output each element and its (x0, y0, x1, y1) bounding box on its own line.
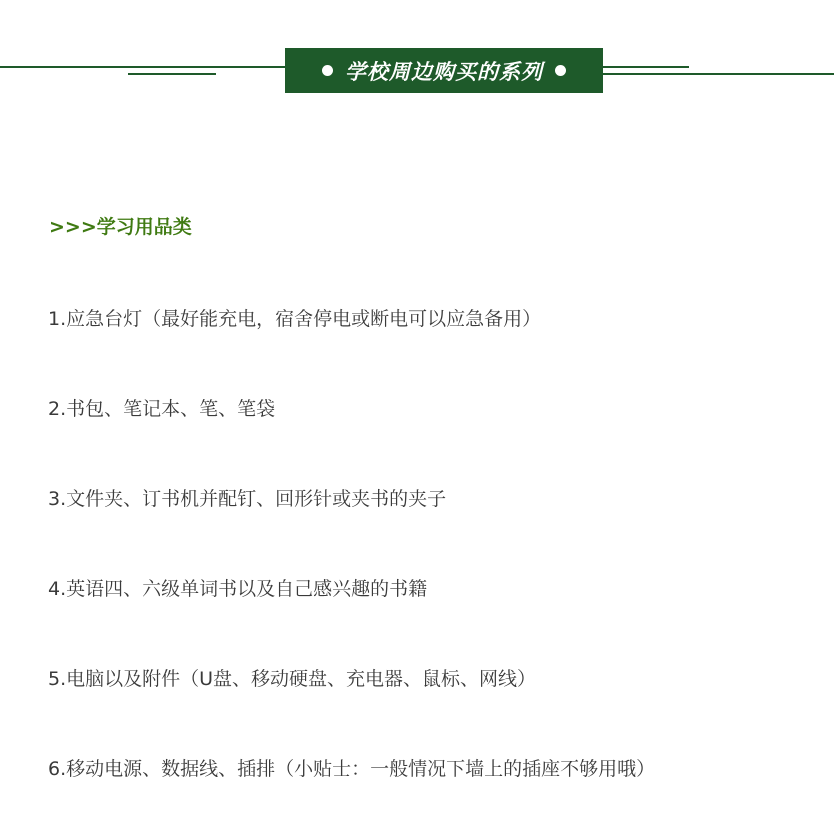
list-item: 1.应急台灯（最好能充电，宿舍停电或断电可以应急备用） (48, 308, 542, 330)
bullet-dot-icon (555, 65, 566, 76)
list-item: 4.英语四、六级单词书以及自己感兴趣的书籍 (48, 578, 428, 600)
header-line-right-short (603, 66, 689, 68)
list-item: 2.书包、笔记本、笔、笔袋 (48, 398, 276, 420)
list-item: 6.移动电源、数据线、插排（小贴士：一般情况下墙上的插座不够用哦） (48, 758, 656, 780)
category-heading: >>>学习用品类 (49, 216, 192, 238)
header-line-left (0, 66, 285, 68)
bullet-dot-icon (322, 65, 333, 76)
header-line-right (603, 73, 834, 75)
list-item: 5.电脑以及附件（U盘、移动硬盘、充电器、鼠标、网线） (48, 668, 537, 690)
list-item: 3.文件夹、订书机并配钉、回形针或夹书的夹子 (48, 488, 447, 510)
header-line-left-short (128, 73, 216, 75)
section-title: 学校周边购买的系列 (345, 59, 543, 84)
section-title-banner (285, 48, 603, 93)
